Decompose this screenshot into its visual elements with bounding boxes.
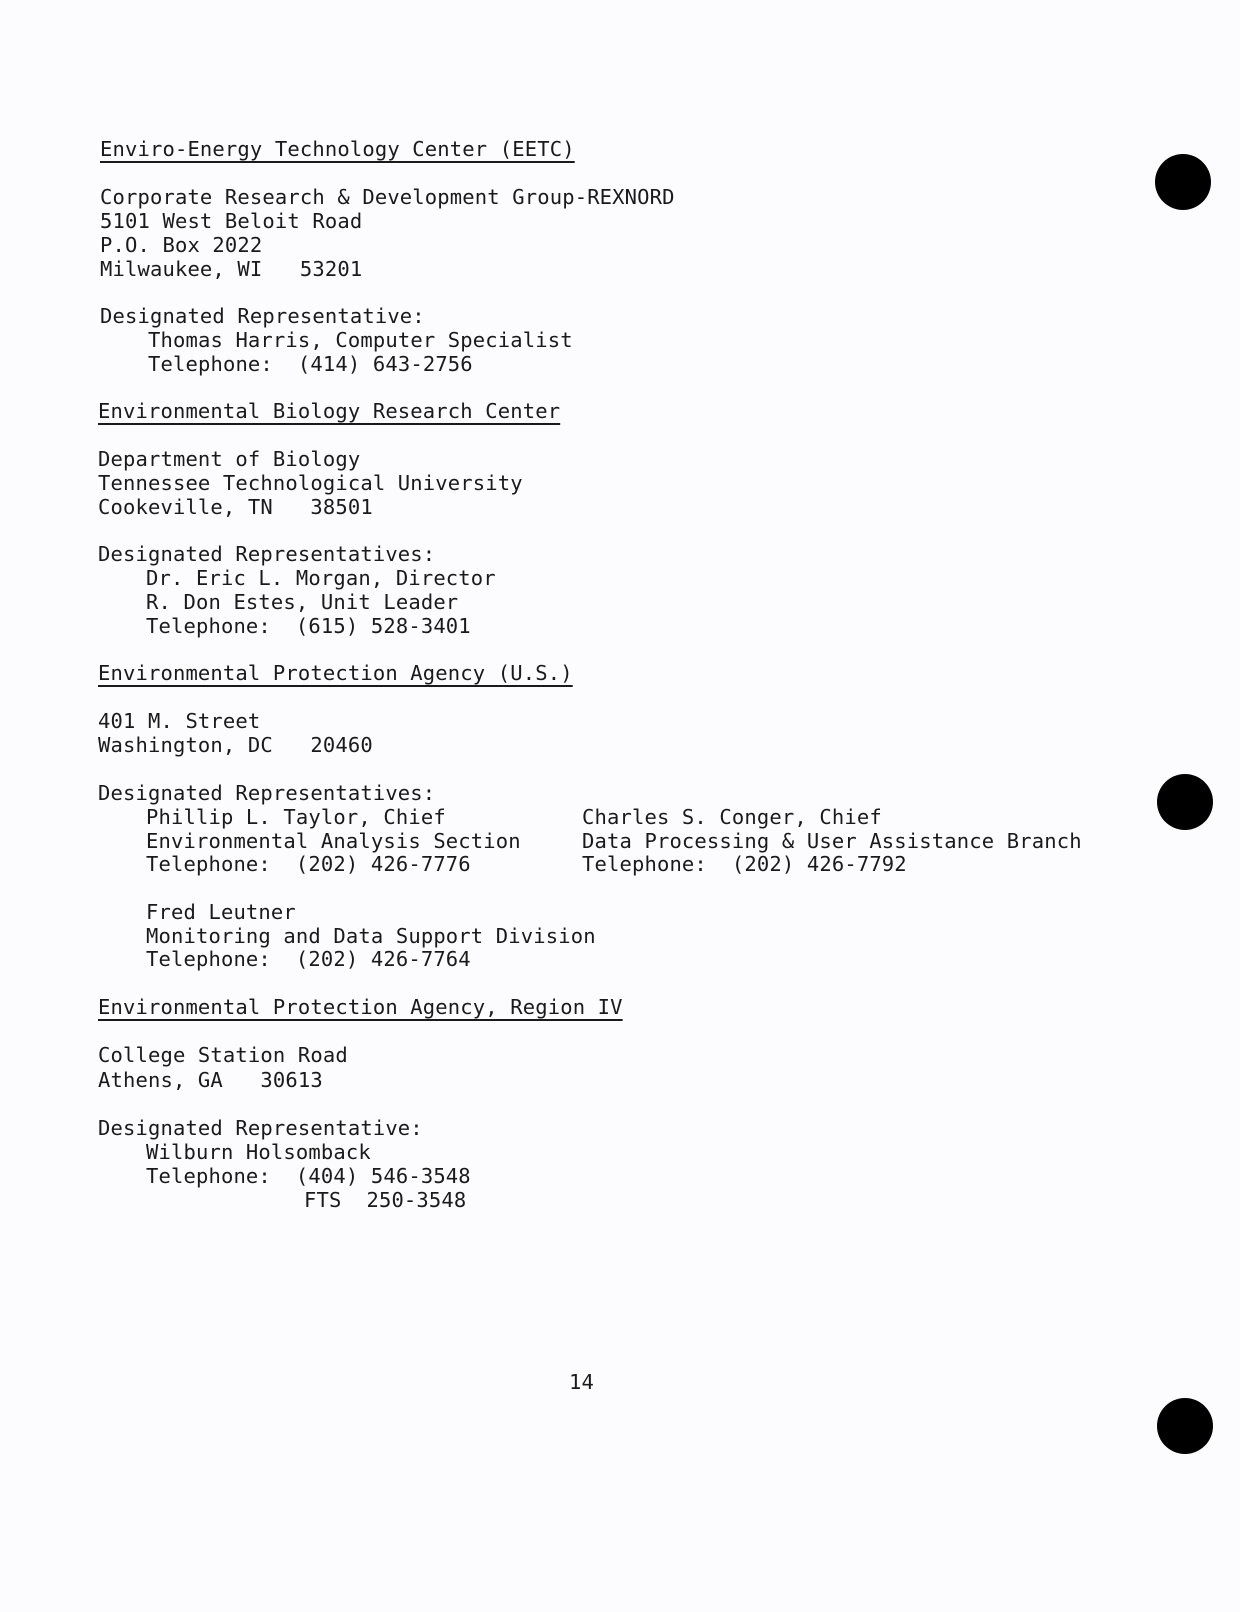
address-line: 401 M. Street [98,709,261,733]
rep-line: Dr. Eric L. Morgan, Director [146,566,496,590]
page-number: 14 [569,1370,594,1394]
punch-hole-icon [1157,774,1213,830]
address-line: P.O. Box 2022 [100,233,263,257]
punch-hole-icon [1155,154,1211,210]
section-heading-eetc: Enviro-Energy Technology Center (EETC) [100,137,575,161]
rep-line: Telephone: (202) 426-7776 [146,852,471,876]
address-line: Athens, GA 30613 [98,1068,323,1092]
punch-hole-icon [1157,1398,1213,1454]
address-line: Milwaukee, WI 53201 [100,257,363,281]
rep-line: Telephone: (615) 528-3401 [146,614,471,638]
section-heading-epa: Environmental Protection Agency (U.S.) [98,661,573,685]
rep-label: Designated Representatives: [98,781,436,805]
section-heading-ebrc: Environmental Biology Research Center [98,399,561,423]
rep-line: Telephone: (404) 546-3548 [146,1164,471,1188]
section-heading-epa-region4: Environmental Protection Agency, Region IV [98,995,623,1019]
rep-line: R. Don Estes, Unit Leader [146,590,459,614]
rep-label: Designated Representatives: [98,542,436,566]
address-line: Washington, DC 20460 [98,733,373,757]
address-line: Corporate Research & Development Group-REXNORD [100,185,675,209]
rep-line: Monitoring and Data Support Division [146,924,596,948]
address-line: College Station Road [98,1043,348,1067]
rep-line: Thomas Harris, Computer Specialist [148,328,573,352]
rep-line: Telephone: (414) 643-2756 [148,352,473,376]
address-line: Cookeville, TN 38501 [98,495,373,519]
rep-label: Designated Representative: [98,1116,423,1140]
rep-line: Telephone: (202) 426-7792 [582,852,907,876]
rep-line: Environmental Analysis Section [146,829,521,853]
rep-line: Charles S. Conger, Chief [582,805,882,829]
rep-line: Data Processing & User Assistance Branch [582,829,1082,853]
rep-line: Fred Leutner [146,900,296,924]
rep-line: Wilburn Holsomback [146,1140,371,1164]
rep-line: Telephone: (202) 426-7764 [146,947,471,971]
rep-line: Phillip L. Taylor, Chief [146,805,446,829]
rep-line: FTS 250-3548 [304,1188,467,1212]
rep-label: Designated Representative: [100,304,425,328]
address-line: Department of Biology [98,447,361,471]
address-line: 5101 West Beloit Road [100,209,363,233]
address-line: Tennessee Technological University [98,471,523,495]
